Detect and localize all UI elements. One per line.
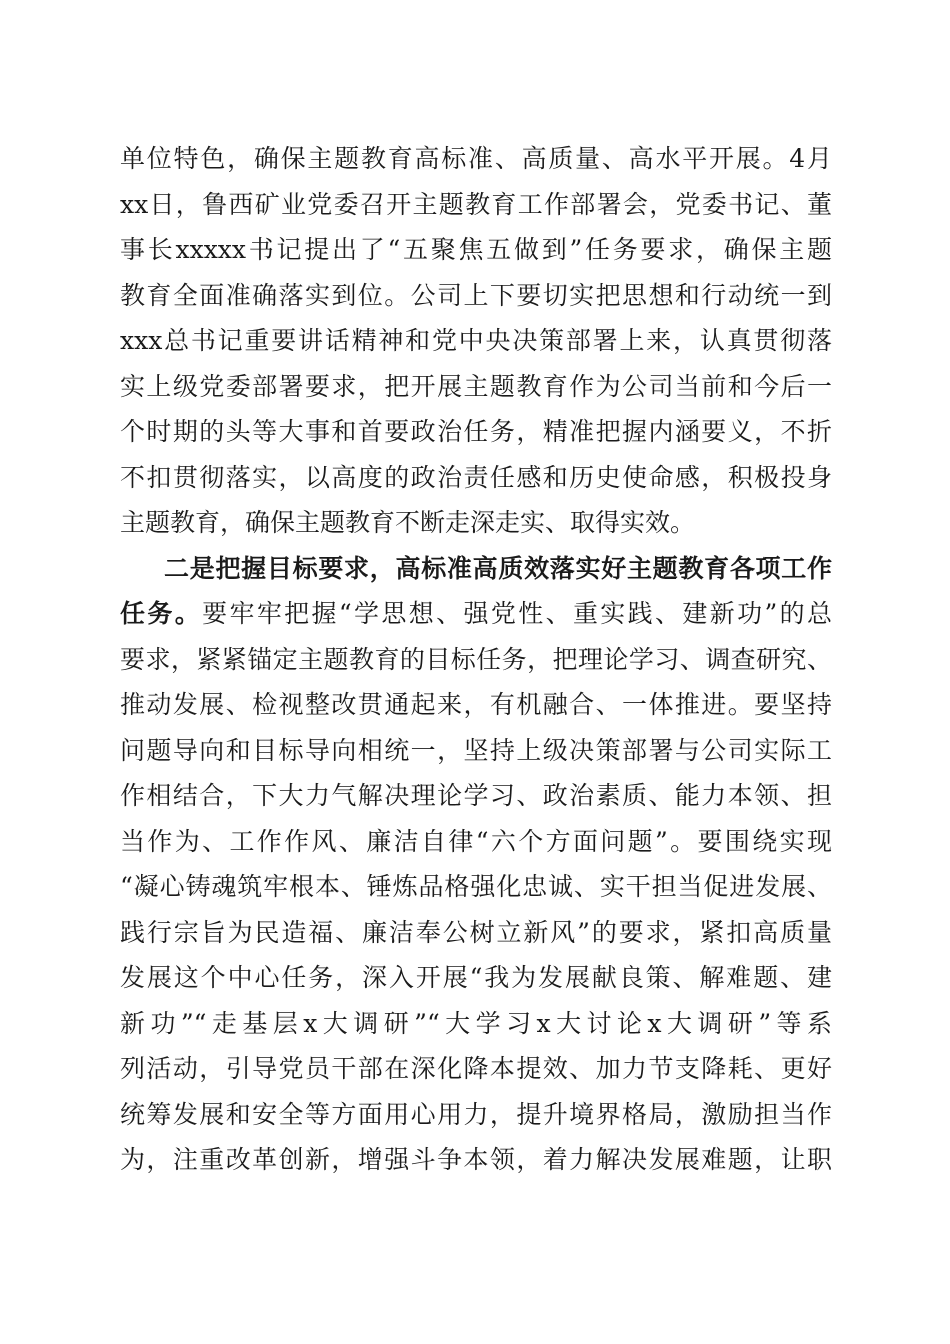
paragraph2-line: 作相结合，下大力气解决理论学习、政治素质、能力本领、担 — [120, 781, 832, 810]
paragraph1-line: xxx总书记重要讲话精神和党中央决策部署上来，认真贯彻落 — [120, 326, 832, 355]
paragraph2-line: 推动发展、检视整改贯通起来，有机融合、一体推进。要坚持 — [120, 690, 832, 719]
paragraph2-line: 问题导向和目标导向相统一，坚持上级决策部署与公司实际工 — [120, 735, 832, 765]
paragraph1-line: xx日，鲁西矿业党委召开主题教育工作部署会，党委书记、董 — [120, 189, 832, 219]
paragraph1-line: 实上级党委部署要求，把开展主题教育作为公司当前和今后一 — [120, 371, 832, 401]
paragraph2-line — [120, 591, 832, 637]
paragraph2-heading-end: 任务。 — [120, 599, 203, 628]
paragraph1-line: 主题教育，确保主题教育不断走深走实、取得实效。 — [120, 508, 696, 537]
paragraph2-line: 新功”“走基层x大调研”“大学习x大讨论x大调研”等系 — [120, 1008, 832, 1038]
paragraph2-heading: 二是把握目标要求，高标准高质效落实好主题教育各项工作 — [164, 553, 832, 583]
paragraph2-line: 列活动，引导党员干部在深化降本提效、加力节支降耗、更好 — [120, 1054, 832, 1083]
paragraph2-line: 践行宗旨为民造福、廉洁奉公树立新风”的要求，紧扣高质量 — [120, 917, 832, 947]
paragraph2-line: 为，注重改革创新，增强斗争本领，着力解决发展难题，让职 — [120, 1145, 832, 1174]
body-text — [120, 136, 832, 1183]
paragraph1-line: 不扣贯彻落实，以高度的政治责任感和历史使命感，积极投身 — [120, 462, 832, 492]
paragraph1-line: 单位特色，确保主题教育高标准、高质量、高水平开展。4月 — [120, 144, 832, 173]
paragraph2-line: 要求，紧紧锚定主题教育的目标任务，把理论学习、调查研究、 — [120, 644, 832, 674]
paragraph2-line: 发展这个中心任务，深入开展“我为发展献良策、解难题、建 — [120, 963, 832, 992]
paragraph1-line: 个时期的头等大事和首要政治任务，精准把握内涵要义，不折 — [120, 417, 832, 446]
paragraph2-line: 当作为、工作作风、廉洁自律“六个方面问题”。要围绕实现 — [120, 826, 832, 856]
paragraph2-line: 统筹发展和安全等方面用心用力，提升境界格局，激励担当作 — [120, 1099, 832, 1129]
paragraph2-line-rest: 要牢牢把握“学思想、强党性、重实践、建新功”的总 — [202, 599, 832, 628]
paragraph1-line: 教育全面准确落实到位。公司上下要切实把思想和行动统一到 — [120, 280, 832, 310]
paragraph2-line: “凝心铸魂筑牢根本、锤炼品格强化忠诚、实干担当促进发展、 — [120, 872, 832, 901]
paragraph1-line: 事长xxxxx书记提出了“五聚焦五做到”任务要求，确保主题 — [120, 235, 832, 264]
